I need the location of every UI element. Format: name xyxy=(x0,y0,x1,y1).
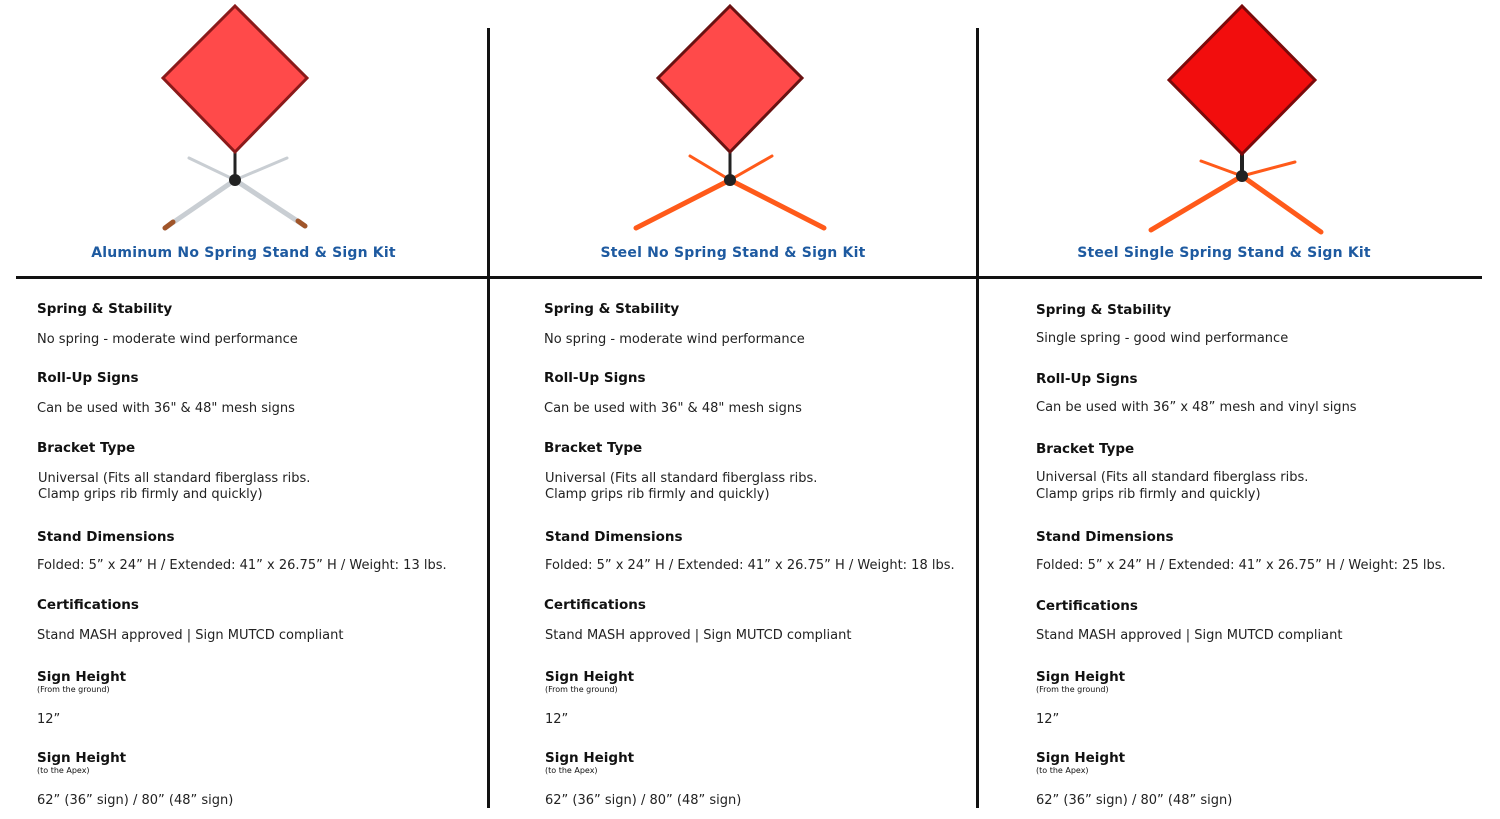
certifications-value: Stand MASH approved | Sign MUTCD compliant xyxy=(37,628,344,643)
sign-apex-height-value: 62” (36” sign) / 80” (48” sign) xyxy=(545,793,742,808)
product-header-steel-no-spring xyxy=(490,0,976,276)
sign-apex-height-value: 62” (36” sign) / 80” (48” sign) xyxy=(1036,793,1233,808)
bracket-type-value-line-2: Clamp grips rib firmly and quickly) xyxy=(545,487,770,502)
sign-apex-height-title: Sign Height xyxy=(545,750,635,766)
product-title: Steel No Spring Stand & Sign Kit xyxy=(600,245,866,261)
spring-stability-label: Spring & Stability xyxy=(37,301,173,317)
bracket-type-value-line-1: Universal (Fits all standard fiberglass ribs. xyxy=(38,471,311,486)
sign-height-value: 12” xyxy=(545,712,569,727)
bracket-type-value-line-1: Universal (Fits all standard fiberglass ribs. xyxy=(545,471,818,486)
steel-spring-stand-sign-image xyxy=(1143,0,1343,240)
spring-stability-value: No spring - moderate wind performance xyxy=(37,332,298,347)
header-divider xyxy=(16,276,1482,279)
sign-apex-height-label xyxy=(1036,750,1125,775)
sign-height-subtitle: (From the ground) xyxy=(545,685,618,694)
stand-dimensions-value: Folded: 5” x 24” H / Extended: 41” x 26.75” H / Weight: 25 lbs. xyxy=(1036,558,1446,573)
spring-stability-value: No spring - moderate wind performance xyxy=(544,332,805,347)
certifications-label: Certifications xyxy=(1036,598,1138,614)
sign-apex-height-subtitle: (to the Apex) xyxy=(545,766,598,775)
roll-up-signs-value: Can be used with 36" & 48" mesh signs xyxy=(544,401,802,416)
roll-up-signs-label: Roll-Up Signs xyxy=(544,370,646,386)
sign-height-subtitle: (From the ground) xyxy=(37,685,110,694)
roll-up-signs-label: Roll-Up Signs xyxy=(1036,371,1138,387)
sign-height-title: Sign Height xyxy=(1036,669,1126,685)
sign-apex-height-title: Sign Height xyxy=(37,750,127,766)
sign-height-label xyxy=(545,669,634,694)
sign-apex-height-title: Sign Height xyxy=(1036,750,1126,766)
product-title: Aluminum No Spring Stand & Sign Kit xyxy=(91,245,396,261)
stand-dimensions-label: Stand Dimensions xyxy=(545,529,683,545)
stand-dimensions-value: Folded: 5” x 24” H / Extended: 41” x 26.75” H / Weight: 18 lbs. xyxy=(545,558,955,573)
roll-up-signs-label: Roll-Up Signs xyxy=(37,370,139,386)
stand-dimensions-label: Stand Dimensions xyxy=(37,529,175,545)
bracket-type-value-line-2: Clamp grips rib firmly and quickly) xyxy=(1036,487,1261,502)
stand-dimensions-label: Stand Dimensions xyxy=(1036,529,1174,545)
sign-apex-height-label xyxy=(545,750,634,775)
spring-stability-label: Spring & Stability xyxy=(1036,302,1172,318)
product-header-steel-single-spring xyxy=(979,0,1469,276)
spring-stability-value: Single spring - good wind performance xyxy=(1036,331,1289,346)
sign-height-title: Sign Height xyxy=(545,669,635,685)
bracket-type-value-line-2: Clamp grips rib firmly and quickly) xyxy=(38,487,263,502)
bracket-type-label: Bracket Type xyxy=(544,440,643,456)
bracket-type-label: Bracket Type xyxy=(1036,441,1135,457)
bracket-type-value-line-1: Universal (Fits all standard fiberglass ribs. xyxy=(1036,470,1309,485)
sign-height-value: 12” xyxy=(1036,712,1060,727)
certifications-value: Stand MASH approved | Sign MUTCD compliant xyxy=(1036,628,1343,643)
product-header-aluminum xyxy=(0,0,487,276)
sign-height-title: Sign Height xyxy=(37,669,127,685)
certifications-label: Certifications xyxy=(37,597,139,613)
sign-apex-height-subtitle: (to the Apex) xyxy=(37,766,90,775)
stand-dimensions-value: Folded: 5” x 24” H / Extended: 41” x 26.75” H / Weight: 13 lbs. xyxy=(37,558,447,573)
certifications-label: Certifications xyxy=(544,597,646,613)
sign-apex-height-subtitle: (to the Apex) xyxy=(1036,766,1089,775)
sign-height-label xyxy=(1036,669,1125,694)
steel-stand-sign-image xyxy=(630,0,830,240)
sign-apex-height-value: 62” (36” sign) / 80” (48” sign) xyxy=(37,793,234,808)
roll-up-signs-value: Can be used with 36” x 48” mesh and vinyl signs xyxy=(1036,400,1357,415)
bracket-type-label: Bracket Type xyxy=(37,440,136,456)
aluminum-stand-sign-image xyxy=(155,0,315,240)
sign-apex-height-label xyxy=(37,750,126,775)
roll-up-signs-value: Can be used with 36" & 48" mesh signs xyxy=(37,401,295,416)
spring-stability-label: Spring & Stability xyxy=(544,301,680,317)
certifications-value: Stand MASH approved | Sign MUTCD compliant xyxy=(545,628,852,643)
sign-height-value: 12” xyxy=(37,712,61,727)
product-title: Steel Single Spring Stand & Sign Kit xyxy=(1077,245,1371,261)
sign-height-subtitle: (From the ground) xyxy=(1036,685,1109,694)
sign-height-label xyxy=(37,669,126,694)
